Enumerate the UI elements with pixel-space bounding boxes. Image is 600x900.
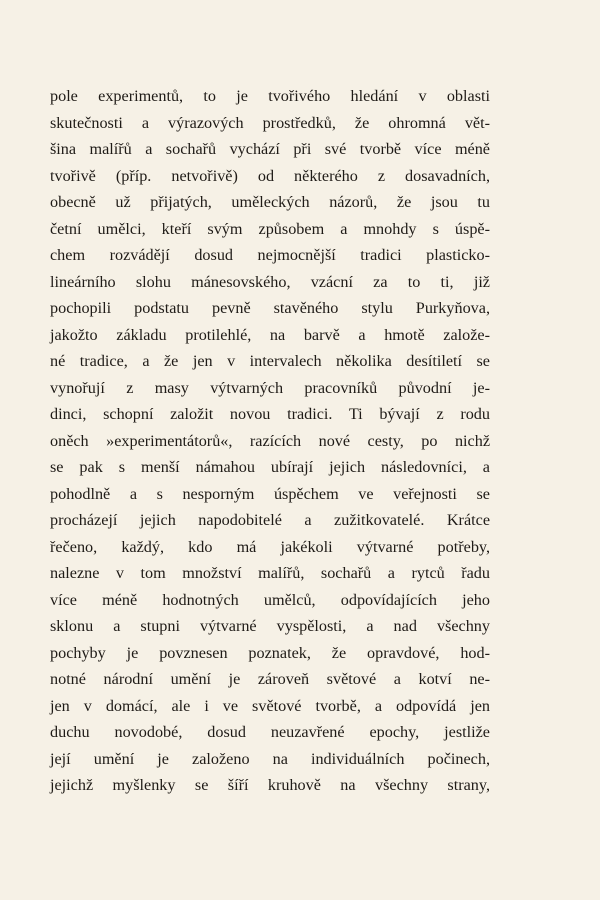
text-line-6: četní umělci, kteří svým způsobem a mnohdy s úspě- bbox=[50, 219, 490, 238]
text-line-20: více méně hodnotných umělců, odpovídajících jeho bbox=[50, 590, 490, 609]
text-line-12: vynořují z masy výtvarných pracovníků původní je- bbox=[50, 378, 490, 397]
text-line-8: lineárního slohu mánesovského, vzácní za to ti, již bbox=[50, 272, 490, 291]
text-line-10: jakožto základu protilehlé, na barvě a hmotě založe- bbox=[50, 325, 490, 344]
text-line-9: pochopili podstatu pevně stavěného stylu Purkyňova, bbox=[50, 299, 490, 317]
text-line-19: nalezne v tom množství malířů, sochařů a rytců řadu bbox=[50, 564, 490, 582]
text-line-16: pohodlně a s nesporným úspěchem ve veřejnosti se bbox=[50, 484, 490, 503]
text-line-11: né tradice, a že jen v intervalech několika desítiletí se bbox=[50, 352, 490, 370]
text-line-1: pole experimentů, to je tvořivého hledání v oblasti bbox=[50, 87, 490, 105]
text-line-2: skutečnosti a výrazových prostředků, že ohromná vět- bbox=[50, 113, 490, 132]
text-line-17: procházejí jejich napodobitelé a zužitkovatelé. Krátce bbox=[50, 511, 490, 529]
text-line-15: se pak s menší námahou ubírají jejich následovníci, a bbox=[50, 458, 490, 476]
text-line-25: duchu novodobé, dosud neuzavřené epochy, jestliže bbox=[50, 723, 490, 741]
text-line-21: sklonu a stupni výtvarné vyspělosti, a nad všechny bbox=[50, 617, 490, 635]
text-line-5: obecně už přijatých, uměleckých názorů, že jsou tu bbox=[50, 193, 490, 211]
body-text bbox=[50, 83, 490, 799]
text-line-7: chem rozvádějí dosud nejmocnější tradici plasticko- bbox=[50, 246, 490, 264]
text-line-14: oněch »experimentátorů«, razících nové cesty, po nichž bbox=[50, 431, 490, 450]
text-line-24: jen v domácí, ale i ve světové tvorbě, a odpovídá jen bbox=[50, 696, 490, 715]
text-line-18: řečeno, každý, kdo má jakékoli výtvarné potřeby, bbox=[50, 537, 490, 556]
text-line-26: její umění je založeno na individuálních počinech, bbox=[50, 749, 490, 768]
text-line-13: dinci, schopní založit novou tradici. Ti bývají z rodu bbox=[50, 405, 490, 423]
text-line-4: tvořivě (příp. netvořivě) od některého z dosavadních, bbox=[50, 166, 490, 185]
text-line-27: jejichž myšlenky se šíří kruhově na všechny strany, bbox=[50, 776, 490, 794]
text-line-22: pochyby je povznesen poznatek, že opravdové, hod- bbox=[50, 643, 490, 662]
text-line-23: notné národní umění je zároveň světové a kotví ne- bbox=[50, 670, 490, 688]
text-line-3: šina malířů a sochařů vychází při své tvorbě více méně bbox=[50, 140, 490, 158]
